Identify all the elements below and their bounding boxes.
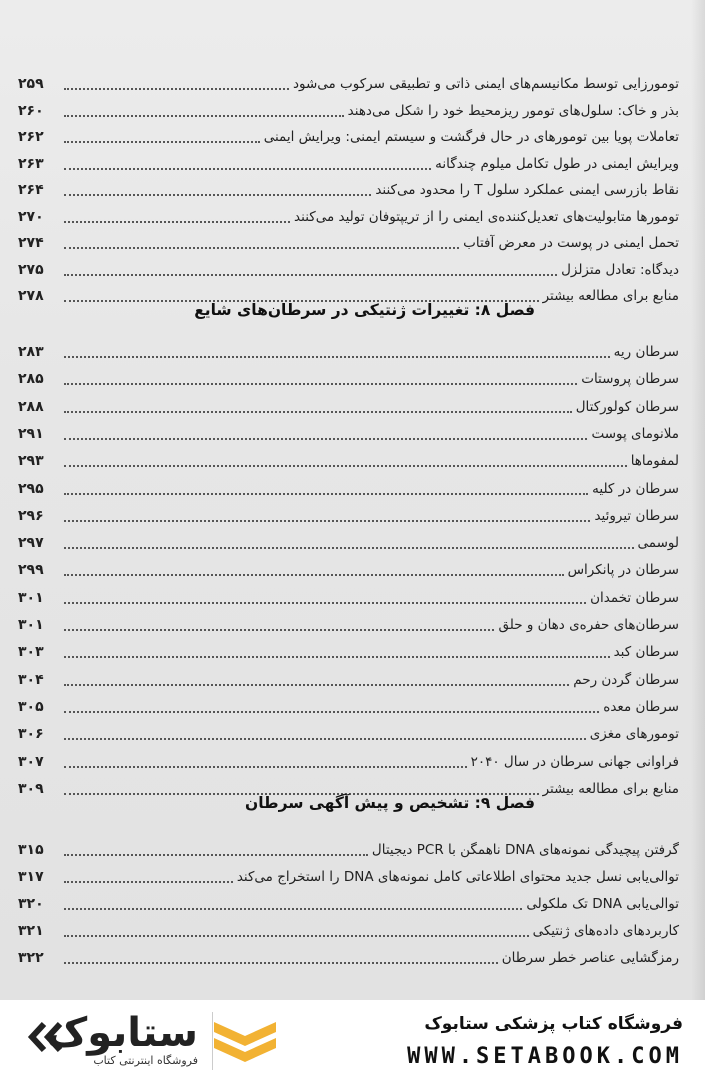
toc-page-number: ۲۶۳	[18, 155, 44, 172]
dot-leader	[64, 88, 289, 90]
toc-entry[interactable]	[18, 447, 679, 471]
chapter-heading: فصل ۹: تشخیص و پیش آگهی سرطان	[244, 794, 535, 812]
toc-entry-title: لوسمی	[637, 535, 679, 552]
toc-page-number: ۳۰۵	[18, 698, 44, 715]
dot-leader	[64, 656, 610, 658]
toc-entry-title: رمزگشایی عناصر خطر سرطان	[501, 950, 679, 966]
dot-leader	[64, 711, 599, 713]
dot-leader	[64, 520, 590, 522]
toc-entry-title: نقاط بازرسی ایمنی عملکرد سلول T را محدود می‌کنند	[375, 182, 679, 198]
toc-page-number: ۳۱۷	[18, 869, 44, 885]
toc-entry-title: منابع برای مطالعه بیشتر	[542, 780, 679, 797]
toc-entry-title: سرطان‌های حفره‌ی دهان و حلق	[498, 617, 679, 633]
toc-entry-title: تحمل ایمنی در پوست در معرض آفتاب	[463, 235, 679, 251]
toc-entry[interactable]	[18, 365, 679, 389]
dot-leader	[64, 356, 610, 358]
toc-page-number: ۳۰۳	[18, 644, 44, 661]
dot-leader	[64, 766, 467, 768]
toc-page-number: ۳۲۲	[18, 950, 44, 966]
toc-entry[interactable]	[18, 150, 679, 174]
toc-entry-title: سرطان پروستات	[581, 371, 679, 388]
dot-leader	[64, 738, 586, 740]
store-logo[interactable]	[20, 1010, 280, 1072]
dot-leader	[64, 221, 290, 223]
toc-entry[interactable]	[18, 256, 679, 280]
toc-entry-title: دیدگاه: تعادل متزلزل	[561, 261, 679, 278]
toc-page-number: ۳۲۱	[18, 923, 44, 939]
toc-entry-title: سرطان کولورکتال	[575, 398, 679, 415]
toc-page-number: ۲۸۵	[18, 371, 44, 388]
toc-page-number: ۲۷۴	[18, 235, 44, 251]
toc-entry[interactable]	[18, 666, 679, 690]
toc-entry-title: سرطان کبد	[613, 644, 679, 661]
toc-entry-title: منابع برای مطالعه بیشتر	[542, 288, 679, 304]
dot-leader	[64, 602, 586, 604]
dot-leader	[64, 962, 498, 964]
store-footer	[0, 1000, 705, 1079]
toc-entry-title: توالی‌یابی DNA تک ملکولی	[526, 896, 679, 912]
dot-leader	[64, 854, 368, 856]
toc-page-number: ۳۰۱	[18, 617, 44, 633]
toc-entry[interactable]	[18, 917, 679, 941]
toc-entry[interactable]	[18, 584, 679, 608]
toc-page-number: ۲۹۷	[18, 535, 44, 552]
toc-entry-title: سرطان تیروئید	[594, 507, 679, 524]
dot-leader	[64, 274, 557, 276]
toc-entry-title: تومورها متابولیت‌های تعدیل‌کننده‌ی ایمنی را از تریپتوفان تولید می‌کنند	[294, 208, 679, 225]
toc-entry[interactable]	[18, 123, 679, 147]
toc-entry[interactable]	[18, 70, 679, 94]
toc-entry[interactable]	[18, 890, 679, 914]
logo-tagline: فروشگاه اینترنتی کتاب	[93, 1054, 198, 1067]
dot-leader	[64, 383, 577, 385]
dot-leader	[64, 438, 587, 440]
toc-entry-title: سرطان در پانکراس	[567, 562, 679, 579]
toc-entry[interactable]	[18, 863, 679, 887]
toc-entry-title: لمفوماها	[630, 453, 679, 470]
toc-page-number: ۲۵۹	[18, 76, 44, 92]
toc-entry[interactable]	[18, 611, 679, 635]
dot-leader	[64, 411, 572, 413]
toc-entry[interactable]	[18, 393, 679, 417]
toc-entry-title: سرطان تخمدان	[590, 589, 679, 606]
toc-entry-title: ملانومای پوست	[591, 425, 679, 442]
toc-page-number: ۳۰۶	[18, 726, 44, 743]
dot-leader	[64, 465, 627, 467]
toc-entry[interactable]	[18, 944, 679, 968]
dot-leader	[64, 493, 588, 495]
toc-entry[interactable]	[18, 420, 679, 444]
toc-entry[interactable]	[18, 720, 679, 744]
toc-page-number: ۲۹۹	[18, 562, 44, 579]
toc-entry[interactable]	[18, 229, 679, 253]
dot-leader	[64, 115, 344, 117]
toc-entry[interactable]	[18, 556, 679, 580]
toc-page-number: ۳۰۷	[18, 753, 44, 770]
book-stack-icon	[210, 1014, 280, 1070]
toc-entry-title: کاربردهای داده‌های ژنتیکی	[532, 923, 679, 939]
toc-entry[interactable]	[18, 748, 679, 772]
toc-page-number: ۲۷۰	[18, 208, 44, 225]
dot-leader	[64, 881, 233, 883]
dot-leader	[64, 194, 371, 196]
logo-wordmark: ستابوک	[46, 1010, 198, 1056]
toc-page-number: ۳۰۹	[18, 780, 44, 797]
toc-page-number: ۳۰۱	[18, 589, 44, 606]
toc-page-number: ۲۶۰	[18, 102, 44, 119]
dot-leader	[64, 908, 522, 910]
toc-page-number: ۲۶۴	[18, 182, 44, 198]
toc-entry-title: تعاملات پویا بین تومورهای در حال فرگشت و سیستم ایمنی: ویرایش ایمنی	[263, 129, 679, 145]
toc-entry[interactable]	[18, 693, 679, 717]
toc-entry-title: سرطان معده	[603, 698, 679, 715]
dot-leader	[64, 547, 634, 549]
toc-entry-title: سرطان ریه	[613, 344, 679, 360]
toc-entry-title: توالی‌یابی نسل جدید محتوای اطلاعاتی کامل نمونه‌های DNA را استخراج می‌کند	[236, 869, 679, 885]
toc-entry-title: تومورهای مغزی	[589, 726, 679, 743]
toc-entry[interactable]	[18, 638, 679, 662]
shop-name: فروشگاه کتاب پزشکی ستابوک	[424, 1014, 683, 1034]
dot-leader	[64, 168, 431, 170]
toc-entry[interactable]	[18, 475, 679, 499]
dot-leader	[64, 247, 459, 249]
toc-entry-title: سرطان در کلیه	[592, 480, 679, 497]
toc-page-number: ۲۷۸	[18, 288, 44, 304]
toc-entry[interactable]	[18, 338, 679, 362]
toc-entry-title: تومورزایی توسط مکانیسم‌های ایمنی ذاتی و تطبیقی سرکوب می‌شود	[292, 76, 679, 92]
toc-page-number: ۲۶۲	[18, 129, 44, 145]
dot-leader	[64, 629, 494, 631]
dot-leader	[64, 574, 564, 576]
toc-page-number: ۲۹۳	[18, 453, 44, 470]
toc-page-number: ۲۷۵	[18, 261, 44, 278]
toc-entry[interactable]	[18, 529, 679, 553]
chapter-heading: فصل ۸: تغییرات ژنتیکی در سرطان‌های شایع	[194, 301, 535, 319]
toc-entry-title: بذر و خاک: سلول‌های تومور ریزمحیط خود را شکل می‌دهند	[347, 102, 679, 119]
toc-entry[interactable]	[18, 97, 679, 121]
toc-entry[interactable]	[18, 836, 679, 860]
toc-entry-title: گرفتن پیچیدگی نمونه‌های DNA ناهمگن با PCR دیجیتال	[371, 842, 679, 858]
toc-entry-title: فراوانی جهانی سرطان در سال ۲۰۴۰	[470, 753, 679, 770]
dot-leader	[64, 141, 260, 143]
toc-entry[interactable]	[18, 176, 679, 200]
toc-page-number: ۳۱۵	[18, 842, 44, 858]
dot-leader	[64, 684, 569, 686]
toc-page-number: ۲۸۳	[18, 344, 44, 360]
toc-entry[interactable]	[18, 203, 679, 227]
toc-page-number: ۳۲۰	[18, 896, 44, 912]
toc-page-number: ۲۹۵	[18, 480, 44, 497]
toc-page-number: ۲۸۸	[18, 398, 44, 415]
toc-page-number: ۳۰۴	[18, 671, 44, 688]
dot-leader	[64, 935, 529, 937]
toc-entry-title: سرطان گردن رحم	[573, 671, 679, 688]
toc-page-number: ۲۹۱	[18, 425, 44, 442]
toc-entry[interactable]	[18, 502, 679, 526]
shop-url[interactable]: WWW.SETABOOK.COM	[407, 1044, 683, 1069]
toc-page-number: ۲۹۶	[18, 507, 44, 524]
toc-entry-title: ویرایش ایمنی در طول تکامل میلوم چندگانه	[435, 155, 679, 172]
